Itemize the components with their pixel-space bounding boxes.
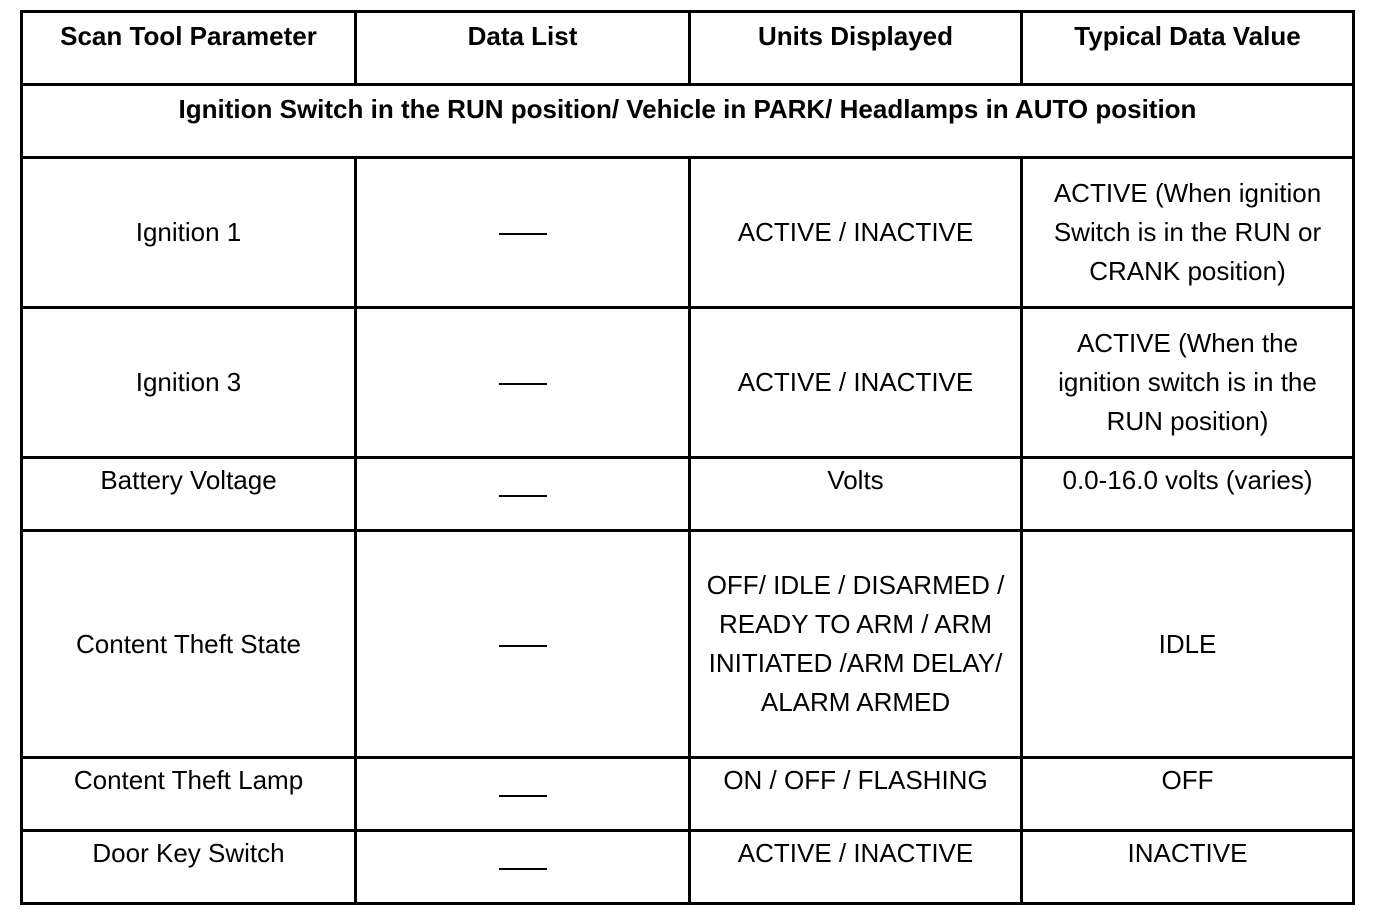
param-cell: Ignition 1 (22, 158, 356, 308)
data-list-cell (356, 158, 690, 308)
units-cell: ON / OFF / FLASHING (690, 758, 1022, 831)
blank-dash (499, 383, 547, 385)
data-list-cell (356, 458, 690, 531)
param-cell: Content Theft State (22, 531, 356, 758)
data-list-cell (356, 758, 690, 831)
param-cell: Door Key Switch (22, 831, 356, 904)
typical-value-cell: IDLE (1022, 531, 1354, 758)
typical-value-cell: 0.0-16.0 volts (varies) (1022, 458, 1354, 531)
scan-tool-data-table (20, 10, 1355, 905)
table-row (22, 831, 1354, 904)
units-cell: ACTIVE / INACTIVE (690, 308, 1022, 458)
table-row (22, 531, 1354, 758)
header-units-displayed: Units Displayed (690, 12, 1022, 85)
units-cell: ACTIVE / INACTIVE (690, 158, 1022, 308)
units-cell: Volts (690, 458, 1022, 531)
header-scan-tool-parameter: Scan Tool Parameter (22, 12, 356, 85)
typical-value-cell: INACTIVE (1022, 831, 1354, 904)
data-list-cell (356, 308, 690, 458)
header-data-list: Data List (356, 12, 690, 85)
condition-row (22, 85, 1354, 158)
table-row (22, 458, 1354, 531)
typical-value-cell: ACTIVE (When ignition Switch is in the RUN or CRANK position) (1022, 158, 1354, 308)
data-list-cell (356, 531, 690, 758)
header-typical-data-value: Typical Data Value (1022, 12, 1354, 85)
param-cell: Ignition 3 (22, 308, 356, 458)
blank-dash (499, 495, 547, 497)
test-condition: Ignition Switch in the RUN position/ Vehicle in PARK/ Headlamps in AUTO position (22, 85, 1354, 158)
typical-value-cell: OFF (1022, 758, 1354, 831)
header-row (22, 12, 1354, 85)
table-row (22, 308, 1354, 458)
units-cell: OFF/ IDLE / DISARMED / READY TO ARM / ARM INITIATED /ARM DELAY/ ALARM ARMED (690, 531, 1022, 758)
blank-dash (499, 233, 547, 235)
units-cell: ACTIVE / INACTIVE (690, 831, 1022, 904)
param-cell: Content Theft Lamp (22, 758, 356, 831)
table-row (22, 758, 1354, 831)
param-cell: Battery Voltage (22, 458, 356, 531)
blank-dash (499, 868, 547, 870)
data-list-cell (356, 831, 690, 904)
blank-dash (499, 795, 547, 797)
typical-value-cell: ACTIVE (When the ignition switch is in the RUN position) (1022, 308, 1354, 458)
table-row (22, 158, 1354, 308)
blank-dash (499, 645, 547, 647)
